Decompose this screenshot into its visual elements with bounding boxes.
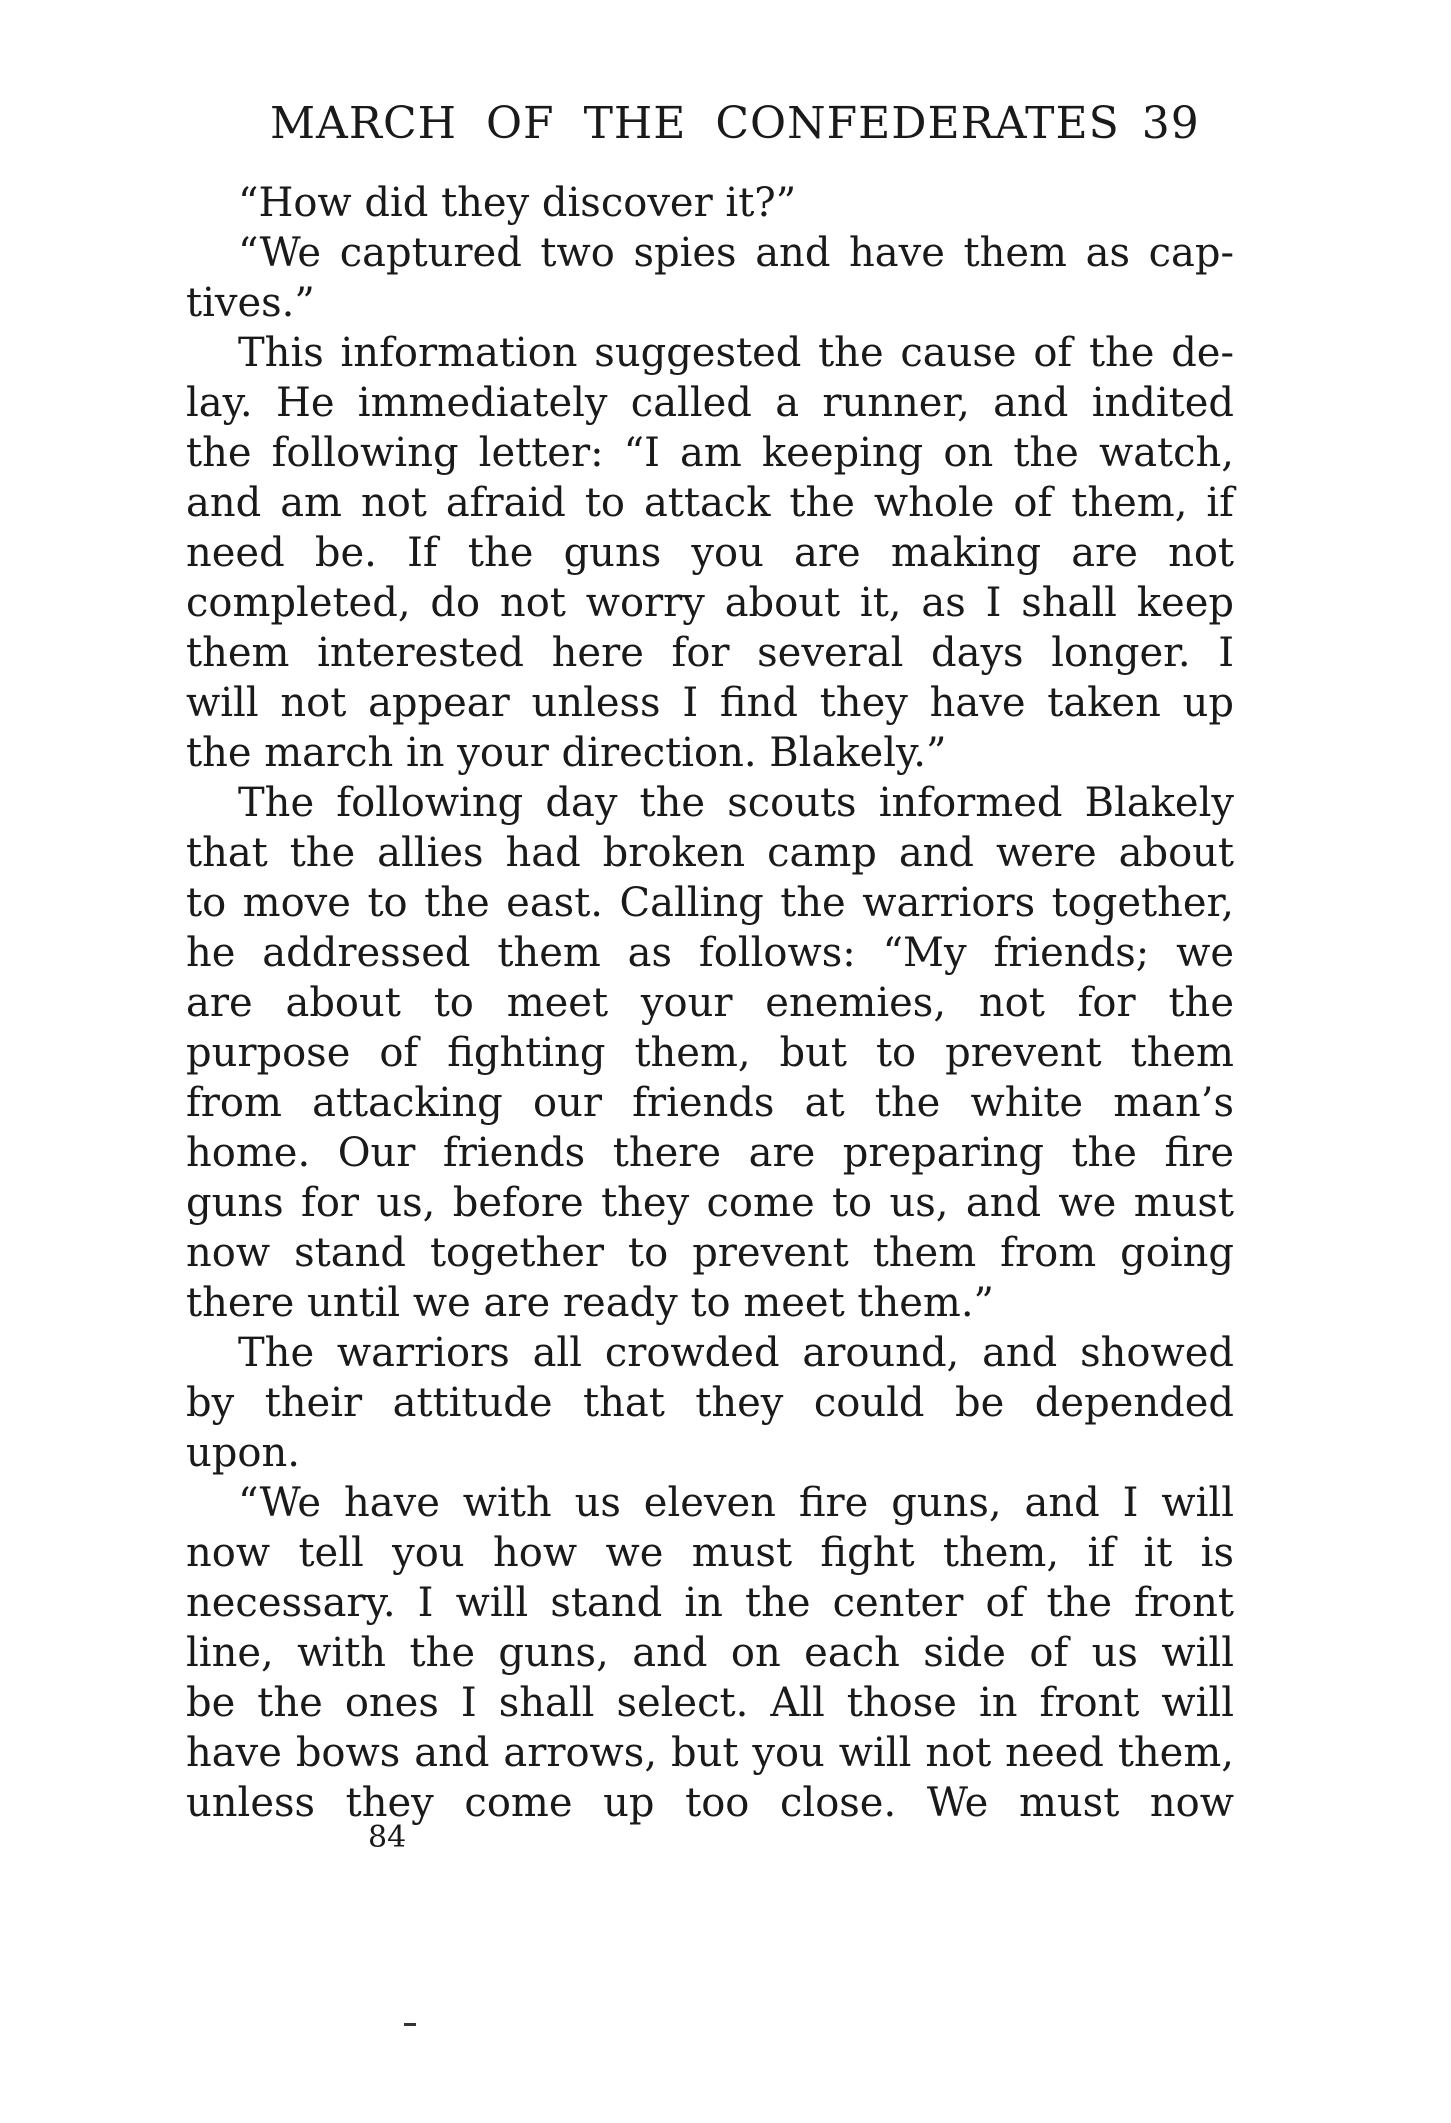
text-line: completed, do not worry about it, as I shall keep bbox=[186, 580, 1234, 626]
text-line: he addressed them as follows: “My friends; we bbox=[186, 930, 1234, 976]
text-line: purpose of fighting them, but to prevent them bbox=[186, 1030, 1234, 1076]
text-line: “We captured two spies and have them as cap- bbox=[238, 230, 1234, 276]
text-line: guns for us, before they come to us, and we must bbox=[186, 1180, 1234, 1226]
text-line: from attacking our friends at the white man’s bbox=[186, 1080, 1234, 1126]
text-line: and am not afraid to attack the whole of them, if bbox=[186, 480, 1234, 526]
text-line: “We have with us eleven fire guns, and I will bbox=[238, 1480, 1234, 1526]
text-line: there until we are ready to meet them.” bbox=[186, 1280, 994, 1326]
page-header bbox=[270, 98, 1270, 149]
ink-speck bbox=[404, 2023, 416, 2026]
text-line: them interested here for several days longer. I bbox=[186, 630, 1234, 676]
text-line: The warriors all crowded around, and showed bbox=[238, 1330, 1234, 1376]
text-line: now stand together to prevent them from going bbox=[186, 1230, 1234, 1276]
text-line: by their attitude that they could be depended bbox=[186, 1380, 1234, 1426]
text-line: need be. If the guns you are making are not bbox=[186, 530, 1234, 576]
body-text bbox=[186, 178, 1234, 1828]
text-line: have bows and arrows, but you will not need them, bbox=[186, 1730, 1234, 1776]
text-line: unless they come up too close. We must now bbox=[186, 1780, 1234, 1826]
text-line: “How did they discover it?” bbox=[238, 180, 797, 226]
text-line: lay. He immediately called a runner, and indited bbox=[186, 380, 1234, 426]
running-title: MARCH OF THE CONFEDERATES bbox=[270, 98, 1120, 149]
text-line: be the ones I shall select. All those in front will bbox=[186, 1680, 1234, 1726]
text-line: will not appear unless I find they have taken up bbox=[186, 680, 1234, 726]
text-line: The following day the scouts informed Blakely bbox=[238, 780, 1234, 826]
text-line: that the allies had broken camp and were about bbox=[186, 830, 1234, 876]
text-line: to move to the east. Calling the warriors together, bbox=[186, 880, 1234, 926]
text-line: are about to meet your enemies, not for the bbox=[186, 980, 1234, 1026]
text-line: necessary. I will stand in the center of the front bbox=[186, 1580, 1234, 1626]
text-line: upon. bbox=[186, 1430, 300, 1476]
text-line: the following letter: “I am keeping on the watch, bbox=[186, 430, 1234, 476]
text-line: tives.” bbox=[186, 280, 315, 326]
page-number: 39 bbox=[1141, 98, 1200, 149]
text-line: the march in your direction. Blakely.” bbox=[186, 730, 947, 776]
text-line: This information suggested the cause of the de- bbox=[238, 330, 1234, 376]
text-line: line, with the guns, and on each side of us will bbox=[186, 1630, 1234, 1676]
text-line: home. Our friends there are preparing the fire bbox=[186, 1130, 1234, 1176]
signature-mark: 84 bbox=[368, 1820, 407, 1855]
text-line: now tell you how we must fight them, if it is bbox=[186, 1530, 1234, 1576]
